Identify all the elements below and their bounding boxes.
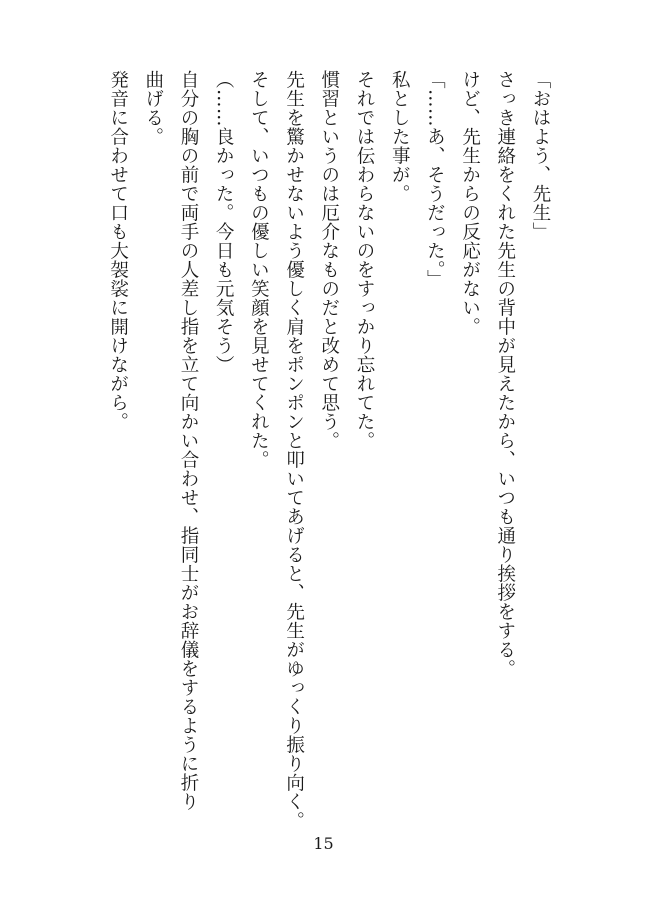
text-line: さっき連絡をくれた先生の背中が見えたから、いつも通り挨拶をする。 [494,70,516,678]
text-line: そして、いつもの優しい笑顔を見せてくれた。 [248,70,270,469]
text-line: 私とした事が。 [389,70,411,203]
text-line: 曲げる。 [142,70,164,146]
vertical-text-body [88,70,558,830]
text-line: 「……あ、そうだった。」 [424,70,446,289]
text-line: （……良かった。今日も元気そう） [213,70,235,374]
text-line: 自分の胸の前で両手の人差し指を立て向かい合わせ、指同士がお辞儀をするように折り [177,70,199,811]
text-line: 慣習というのは厄介なものだと改めて思う。 [318,70,340,450]
text-line: 「おはよう、先生」 [530,70,551,241]
text-line: 発音に合わせて口も大袈裟に開けながら。 [107,70,129,431]
text-line: けど、先生からの反応がない。 [459,70,481,336]
text-line: 先生を驚かせないよう優しく肩をポンポンと叩いてあげると、先生がゆっくり振り向く。 [283,70,305,830]
page-number: 15 [313,834,334,853]
text-line: それでは伝わらないのをすっかり忘れてた。 [353,70,375,450]
